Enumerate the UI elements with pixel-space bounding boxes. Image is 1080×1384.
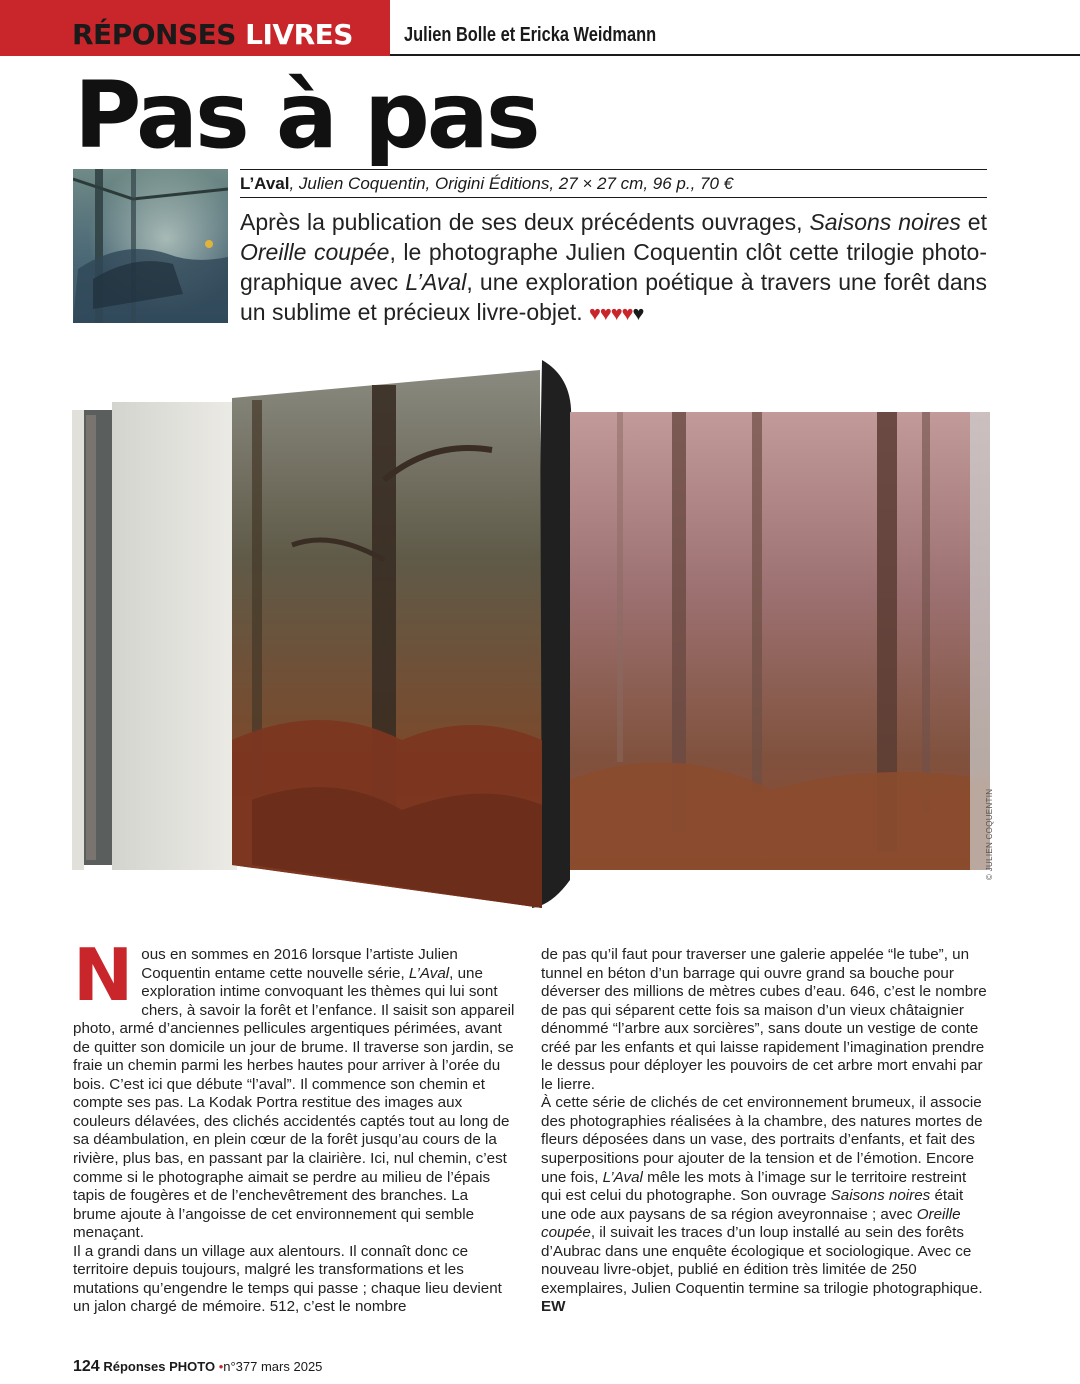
article-column-1 (73, 933, 515, 1317)
book-cover-thumbnail (73, 169, 228, 323)
book-details: , Julien Coquentin, Origini Éditions, 27 × 27 cm, 96 p., 70 € (289, 174, 734, 193)
article-paragraph-3: de pas qu’il faut pour traverser une galerie appelée “le tube”, un tunnel en béton d’un barrage qui ouvre grand sa bouche pour déverser des millions de mètres cubes d’eau. 646, c’est le nombre de pas qui séparent cette fois sa maison d’un vieux châtaignier dénommé “l’arbre aux sorcières”, sans doute un vestige de conte créé par les enfants et qui laisse rapidement l’imagination prendre le dessus pour déployer les pouvoirs de cet arbre mort envahi par le lierre. (541, 946, 987, 1093)
rubric-word-2: LIVRES (245, 18, 353, 51)
page-title: Pas à pas (74, 62, 538, 169)
article-column-2 (541, 946, 987, 1317)
book-info-rule-bottom (240, 197, 987, 198)
header-rule (390, 54, 1080, 56)
footer-bullet: • (218, 1359, 224, 1374)
page-number: 124 (73, 1358, 100, 1375)
authors-byline: Julien Bolle et Ericka Weidmann (404, 24, 657, 46)
book-spread-image (72, 360, 992, 920)
book-title: L’Aval (240, 174, 290, 193)
author-signature: EW (541, 1298, 566, 1316)
drop-cap: N (73, 933, 134, 1017)
article-paragraph-1: Nous en sommes en 2016 lorsque l’artiste Julien Coquentin entame cette nouvelle série, L’Aval, une exploration intime convoquant les thèmes qui lui sont chers, à savoir la forêt et l’enfance. Il saisit son appareil photo, armé d’anciennes pellicules argentiques périmées, avant de quitter son domicile un jour de brume. Il traverse son jardin, se fraie un chemin parmi les herbes hautes pour arriver à l’orée du bois. C’est ici que débute “l’aval”. Il commence son chemin et compte ses pas. La Kodak Portra restitue des images aux couleurs délavées, des clichés accidentés captés tout au long de sa déambulation, en plein cœur de la forêt jusqu’au cours de la rivière, plus bas, en passant par la clairière. Ici, nul chemin, c’est comme si le photographe aimait se perdre au milieu de l’épais tapis de fougères et de l’enchevêtrement des branches. La brume ajoute à l’angoisse de cet environnement qui semble menaçant. (73, 933, 515, 1242)
heart-rating-filled: ♥♥♥♥ (589, 303, 633, 325)
book-info (240, 173, 733, 195)
rubric-word-1: RÉPONSES (72, 18, 236, 51)
issue-info: n°377 mars 2025 (223, 1359, 323, 1374)
heart-rating-empty: ♥ (632, 303, 644, 325)
magazine-name: Réponses PHOTO (103, 1359, 216, 1374)
book-info-rule-top (240, 169, 987, 170)
article-paragraph-2: Il a grandi dans un village aux alentours. Il connaît donc ce territoire depuis toujours, malgré les transformations et les mutations qu’engendre le temps qui passe ; chaque lieu devient un jalon chargé de mémoire. 512, c’est le nombre (73, 1242, 502, 1316)
book-spread-photo (72, 360, 992, 920)
review-summary: Après la publication de ses deux précédents ouvrages, Saisons noires et Oreille coupée, le photographe Julien Coquentin clôt cette trilogie photographique avec L’Aval, une exploration poétique à travers une forêt dans un sublime et précieux livre-objet. ♥♥♥♥♥ (240, 209, 987, 325)
book-cover-image (73, 169, 228, 323)
photo-credit: © JULIEN COQUENTIN (985, 788, 994, 880)
heart-rating (589, 303, 643, 325)
page-footer (73, 1358, 322, 1376)
article-paragraph-4: À cette série de clichés de cet environnement brumeux, il associe des photographies réalisées à la chambre, des natures mortes de fleurs déposées dans un vase, des portraits d’enfants, et fait des superpositions pour ajouter de la tension et de l’émotion. Encore une fois, L’Aval mêle les mots à l’image sur le territoire restreint qui est celui du photographe. Son ouvrage Saisons noires était une ode aux paysans de sa région aveyronnaise ; avec Oreille coupée, il suivait les traces d’un loup installé au sein des forêts d’Aubrac dans une enquête écologique et sociologique. Avec ce nouveau livre-objet, publié en édition très limitée de 250 exemplaires, Julien Coquentin termine sa trilogie photographique. EW (541, 1094, 983, 1316)
rubric-label (72, 15, 353, 55)
